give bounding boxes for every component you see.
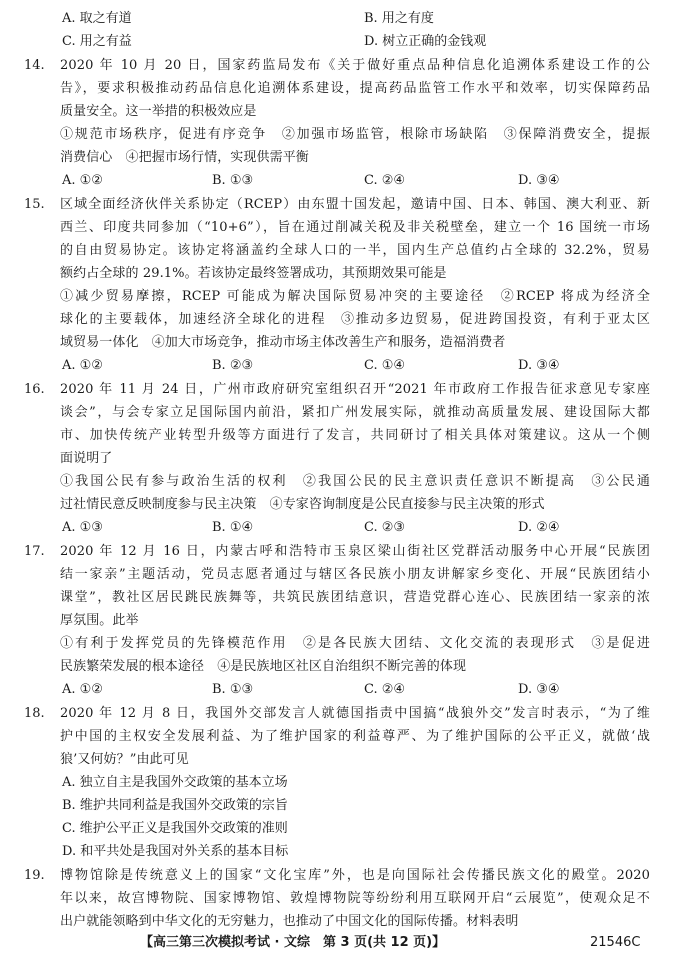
- q13-option-b: B. 用之有度: [364, 11, 434, 26]
- q13-option-d: D. 树立正确的金钱观: [364, 34, 487, 49]
- question-text-line: 告》，要求积极推动药品信息化追溯体系建设，提高药品监管工作水平和效率，切实保障药品: [60, 81, 650, 96]
- option-a: A. 独立自主是我国外交政策的基本立场: [62, 775, 288, 790]
- question-text-line: 面说明了: [60, 451, 113, 466]
- question-number: 19.: [24, 868, 45, 883]
- question-number: 16.: [24, 382, 45, 397]
- page-footer: [0, 932, 677, 954]
- option-c: C. 维护公平正义是我国外交政策的准则: [62, 821, 288, 836]
- option-d: D. 和平共处是我国对外关系的基本目标: [62, 844, 289, 859]
- option-a: A. ①②: [62, 358, 103, 373]
- question-text-line: 谈会”，与会专家立足国际国内前沿，紧扣广州发展实际，就推动高质量发展、建设国际大都: [60, 405, 650, 420]
- footer-exam-code: 21546C: [590, 935, 641, 950]
- option-a: A. ①②: [62, 173, 103, 188]
- question-text-line: 结一家亲”主题活动，党员志愿者通过与辖区各民族小朋友讲解家乡变化、开展“民族团结小: [60, 567, 650, 582]
- question-number: 15.: [24, 197, 45, 212]
- question-text-line: 域贸易一体化 ④加大市场竞争，推动市场主体改善生产和服务，造福消费者: [60, 335, 506, 350]
- option-b: B. ①③: [212, 173, 254, 188]
- option-d: D. ②④: [518, 520, 560, 535]
- question-text-line: 年以来，故宫博物院、国家博物馆、敦煌博物院等纷纷利用互联网开启“云展览”，使观众足不: [60, 891, 650, 906]
- question-text-line: 球化的主要载体，加速经济全球化的进程 ③推动多边贸易，促进跨国投资，有利于亚太区: [60, 312, 650, 327]
- question-text-line: ①我国公民有参与政治生活的权利 ②我国公民的民主意识责任意识不断提高 ③公民通: [60, 474, 650, 489]
- question-text-line: 2020 年 12 月 8 日，我国外交部发言人就德国指责中国搞“战狼外交”发言时表示，“为了维: [60, 706, 650, 721]
- question-text-line: 市、加快传统产业转型升级等方面进行了发言，共同研讨了相关具体对策建议。这从一个侧: [60, 428, 650, 443]
- question-text-line: 博物馆除是传统意义上的国家“文化宝库”外，也是向国际社会传播民族文化的殿堂。2020: [60, 868, 650, 883]
- option-b: B. ①④: [212, 520, 254, 535]
- question-text-line: 出户就能领略到中华文化的无穷魅力，也推动了中国文化的国际传播。材料表明: [60, 914, 519, 929]
- question-number: 14.: [24, 58, 45, 73]
- q13-option-a: A. 取之有道: [62, 11, 132, 26]
- option-b: B. ②③: [212, 358, 254, 373]
- question-text-line: 民族繁荣发展的根本途径 ④是民族地区社区自治组织不断完善的体现: [60, 659, 467, 674]
- question-text-line: 过社情民意反映制度参与民主决策 ④专家咨询制度是公民直接参与民主决策的形式: [60, 497, 545, 512]
- question-number: 17.: [24, 544, 45, 559]
- option-c: C. ②④: [364, 682, 406, 697]
- q13-option-c: C. 用之有益: [62, 34, 132, 49]
- question-text-line: 2020 年 11 月 24 日，广州市政府研究室组织召开“2021 年市政府工作报告征求意见专家座: [60, 382, 650, 397]
- question-text-line: 2020 年 10 月 20 日，国家药监局发布《关于做好重点品种信息化追溯体系建设工作的公: [60, 58, 650, 73]
- option-c: C. ②③: [364, 520, 406, 535]
- option-d: D. ③④: [518, 358, 560, 373]
- option-b: B. ①③: [212, 682, 254, 697]
- question-text-line: ①规范市场秩序，促进有序竞争 ②加强市场监管，根除市场缺陷 ③保障消费安全，提振: [60, 127, 650, 142]
- option-c: C. ①④: [364, 358, 406, 373]
- option-d: D. ③④: [518, 682, 560, 697]
- option-d: D. ③④: [518, 173, 560, 188]
- question-text-line: 护中国的主权安全发展利益、为了维护国家的利益尊严、为了维护国际的公平正义，就做‘战: [60, 729, 650, 744]
- question-text-line: ①有利于发挥党员的先锋模范作用 ②是各民族大团结、文化交流的表现形式 ③是促进: [60, 636, 650, 651]
- option-a: A. ①②: [62, 682, 103, 697]
- question-text-line: 西兰、印度共同参加（“10+6”），旨在通过削减关税及非关税壁垒，建立一个 16 国统一市场: [60, 220, 650, 235]
- question-text-line: 狼’又何妨？”由此可见: [60, 752, 189, 767]
- question-text-line: 质量安全。这一举措的积极效应是: [60, 104, 257, 119]
- question-number: 18.: [24, 706, 45, 721]
- question-text-line: 课堂”，教社区居民跳民族舞等，共筑民族团结意识，营造党群心连心、民族团结一家亲的浓: [60, 590, 650, 605]
- question-text-line: 的自由贸易协定。该协定将涵盖约全球人口的一半，国内生产总值约占全球的 32.2%，贸易: [60, 243, 650, 258]
- question-text-line: 区域全面经济伙伴关系协定（RCEP）由东盟十国发起，邀请中国、日本、韩国、澳大利亚、新: [60, 197, 650, 212]
- question-text-line: ①减少贸易摩擦，RCEP 可能成为解决国际贸易冲突的主要途径 ②RCEP 将成为经济全: [60, 289, 650, 304]
- option-c: C. ②④: [364, 173, 406, 188]
- question-text-line: 2020 年 12 月 16 日，内蒙古呼和浩特市玉泉区梁山街社区党群活动服务中心开展“民族团: [60, 544, 650, 559]
- footer-page-info: 【高三第三次模拟考试 · 文综 第 3 页(共 12 页)】: [140, 935, 446, 950]
- question-text-line: 厚氛围。此举: [60, 613, 139, 628]
- option-b: B. 维护共同利益是我国外交政策的宗旨: [62, 798, 288, 813]
- question-text-line: 消费信心 ④把握市场行情，实现供需平衡: [60, 150, 309, 165]
- option-a: A. ①③: [62, 520, 103, 535]
- question-text-line: 额约占全球的 29.1%。若该协定最终签署成功，其预期效果可能是: [60, 266, 447, 281]
